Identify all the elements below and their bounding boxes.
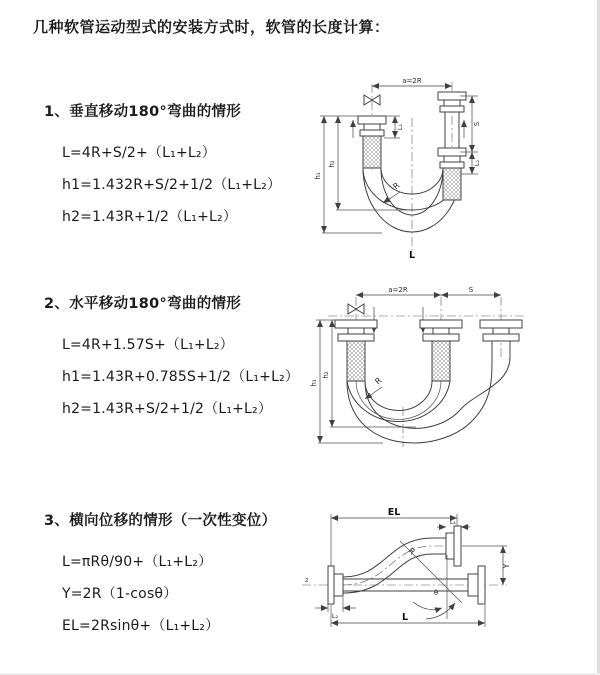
- section-3-heading: 3、横向位移的情形（一次性变位）: [44, 513, 277, 529]
- left-flange: [328, 566, 343, 604]
- braided-hose-middle: [432, 341, 450, 381]
- dim-label-l1: L₁: [396, 123, 404, 131]
- section-lateral-displacement: [44, 509, 314, 642]
- hose-u-position-2: [347, 357, 510, 443]
- formula-h1: h1=1.432R+S/2+1/2（L₁+L₂）: [62, 177, 282, 193]
- axis-mark-z: z: [305, 576, 309, 584]
- right-flange-straight: [468, 566, 485, 604]
- formula-y: Y=2R（1-cosθ）: [62, 586, 178, 602]
- formula-el: EL=2Rsinθ+（L₁+L₂）: [62, 618, 220, 634]
- dim-label-s: S: [473, 121, 481, 127]
- right-flange: [480, 320, 522, 341]
- middle-flange: [420, 320, 462, 341]
- dim-label-h2: h₂: [322, 371, 330, 379]
- formula-length: L=πRθ/90+（L₁+L₂）: [62, 554, 213, 570]
- diagram-1-drawing: [310, 70, 590, 260]
- dim-l1: [437, 518, 470, 527]
- diagram-2-drawing: [308, 285, 590, 460]
- dim-label-theta: θ: [433, 589, 439, 597]
- dim-label-s: S: [468, 286, 474, 294]
- dim-label-l1: L₁: [449, 518, 457, 526]
- dim-label-l: L: [401, 612, 409, 623]
- dim-label-r: R: [373, 375, 384, 387]
- braided-hose-right: [443, 168, 461, 200]
- dim-label-h1: h₁: [314, 172, 322, 180]
- dim-label-el: EL: [387, 507, 401, 518]
- dim-label-y: Y: [502, 563, 511, 569]
- formula-h2: h2=1.43R+S/2+1/2（L₁+L₂）: [62, 401, 273, 417]
- dim-label-h1: h₁: [310, 379, 318, 387]
- left-flange: [358, 116, 386, 136]
- dim-label-h2: h₂: [328, 160, 336, 168]
- page-title: 几种软管运动型式的安装方式时，软管的长度计算：: [33, 18, 390, 36]
- diagram-lateral-displacement: [300, 505, 595, 645]
- dim-label-a2r: a=2R: [402, 77, 422, 85]
- formula-h2: h2=1.43R+1/2（L₁+L₂）: [62, 209, 238, 225]
- dim-l2: [315, 597, 356, 620]
- braided-hose-left: [363, 136, 381, 168]
- diagram-vertical-180-bend: [310, 70, 590, 260]
- left-flange: [335, 320, 377, 341]
- dim-s: [460, 96, 481, 152]
- diagram-horizontal-180-bend: [308, 285, 590, 460]
- hose-u-position-1: [347, 381, 450, 421]
- dim-a-2r: [356, 286, 441, 295]
- right-flange-upper: [438, 92, 466, 112]
- dim-label-a2r: a=2R: [388, 286, 408, 294]
- right-flange-lower: [438, 148, 466, 168]
- dim-s: [441, 286, 501, 295]
- dim-l1-left: [384, 116, 404, 138]
- dim-a-2r: [372, 77, 452, 86]
- dim-label-r: R: [406, 546, 417, 557]
- section-horizontal-movement: [44, 292, 314, 425]
- dim-label-r: R: [391, 180, 402, 192]
- braided-hose-left: [347, 341, 365, 381]
- section-2-heading: 2、水平移动180°弯曲的情形: [44, 296, 242, 312]
- diagram-3-drawing: [300, 505, 595, 645]
- formula-length: L=4R+S/2+（L₁+L₂）: [62, 145, 216, 161]
- dim-el: [331, 507, 457, 566]
- top-right-flange: [446, 526, 461, 566]
- formula-h1: h1=1.43R+0.785S+1/2（L₁+L₂）: [62, 369, 300, 385]
- section-1-heading: 1、垂直移动180°弯曲的情形: [44, 104, 242, 120]
- dim-label-l: L: [408, 250, 416, 260]
- angle-theta: [413, 555, 455, 619]
- formula-length: L=4R+1.57S+（L₁+L₂）: [62, 337, 234, 353]
- radius-leader: [365, 376, 384, 399]
- dim-label-l2: L₂: [331, 612, 339, 620]
- section-vertical-movement: [44, 100, 314, 233]
- dim-label-l2: L₂: [473, 159, 481, 167]
